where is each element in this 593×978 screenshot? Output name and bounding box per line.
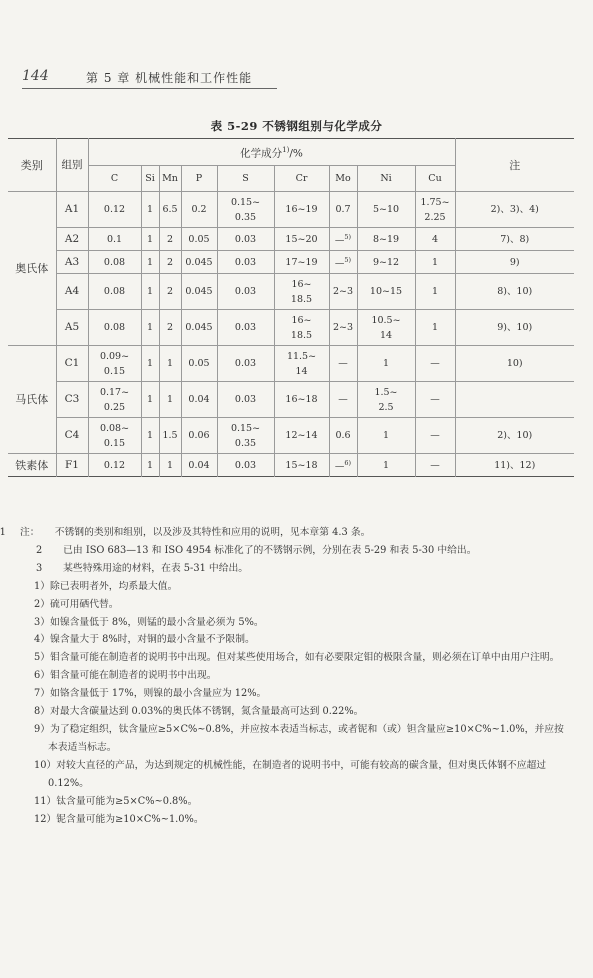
header-element: Cu — [415, 166, 455, 192]
value-cell: 1 — [141, 454, 159, 477]
value-cell: 2~3 — [329, 274, 357, 310]
notes-label: 注： — [20, 527, 40, 538]
header-note: 注 — [455, 139, 574, 192]
value-cell: 1 — [159, 346, 181, 382]
header-element: S — [217, 166, 274, 192]
table-title: 表 5-29 不锈钢组别与化学成分 — [210, 119, 383, 133]
value-cell: 0.03 — [217, 382, 274, 418]
value-cell: 6.5 — [159, 192, 181, 228]
table-row — [8, 382, 574, 418]
value-cell: 0.7 — [329, 192, 357, 228]
value-cell: 0.6 — [329, 418, 357, 454]
value-cell: —$^{5)}$ — [329, 228, 357, 251]
value-cell: 0.15~ 0.35 — [217, 192, 274, 228]
composition-unit: /% — [289, 147, 303, 160]
table-row — [8, 228, 574, 251]
group-cell: A2 — [56, 228, 88, 251]
header-element: P — [181, 166, 217, 192]
numbered-notes — [0, 524, 568, 578]
value-cell: 1 — [141, 228, 159, 251]
group-cell: C1 — [56, 346, 88, 382]
value-cell: 4 — [415, 228, 455, 251]
value-cell: 0.1 — [88, 228, 141, 251]
value-cell: 0.05 — [181, 346, 217, 382]
value-cell: 0.03 — [217, 346, 274, 382]
value-cell: 1.5 — [159, 418, 181, 454]
value-cell: 1 — [415, 310, 455, 346]
value-cell: 0.12 — [88, 192, 141, 228]
header-element: Si — [141, 166, 159, 192]
composition-footnote-ref: 1) — [282, 145, 290, 154]
value-cell: 1.75~ 2.25 — [415, 192, 455, 228]
group-cell: A1 — [56, 192, 88, 228]
note-number: 1 — [0, 527, 6, 538]
header-composition — [88, 139, 455, 166]
numbered-note: 注：1 不锈钢的类别和组别，以及涉及其特性和应用的说明，见本章第 4.3 条。 — [20, 524, 568, 542]
value-cell: 11.5~ 14 — [274, 346, 329, 382]
value-cell: 2 — [159, 251, 181, 274]
value-cell: 10~15 — [357, 274, 415, 310]
header-element: Ni — [357, 166, 415, 192]
page-number: 144 — [22, 68, 49, 84]
table-row — [8, 274, 574, 310]
chapter-title: 第 5 章 机械性能和工作性能 — [86, 71, 253, 85]
header-element: Mo — [329, 166, 357, 192]
footnote: 12）铌含量可能为≥10×C%~1.0%。 — [34, 813, 204, 825]
value-cell: 2~3 — [329, 310, 357, 346]
value-cell: 16~ 18.5 — [274, 310, 329, 346]
value-cell: 9~12 — [357, 251, 415, 274]
value-cell: 0.04 — [181, 454, 217, 477]
group-cell: A4 — [56, 274, 88, 310]
footnote: 10）对较大直径的产品，为达到规定的机械性能，在制造者的说明书中，可能有较高的碳含量，但对奥氏体钢不应超过 0.12%。 — [34, 759, 547, 789]
value-cell: 0.045 — [181, 310, 217, 346]
value-cell: 0.06 — [181, 418, 217, 454]
value-cell: 1 — [141, 418, 159, 454]
table-row — [8, 310, 574, 346]
value-cell: 5~10 — [357, 192, 415, 228]
composition-table — [8, 138, 574, 477]
value-cell: 1 — [141, 192, 159, 228]
value-cell: 16~18 — [274, 382, 329, 418]
group-cell: A5 — [56, 310, 88, 346]
group-cell: C3 — [56, 382, 88, 418]
value-cell: 15~18 — [274, 454, 329, 477]
footnote: 2）硫可用硒代替。 — [34, 598, 119, 610]
footnote: 6）钼含量可能在制造者的说明书中出现。 — [34, 670, 217, 682]
value-cell: 0.08~ 0.15 — [88, 418, 141, 454]
note-cell: 9)、10) — [455, 310, 574, 346]
header-group: 组别 — [56, 139, 88, 192]
value-cell: 0.2 — [181, 192, 217, 228]
value-cell: — — [415, 418, 455, 454]
note-cell: 9) — [455, 251, 574, 274]
note-cell: 7)、8) — [455, 228, 574, 251]
value-cell: 10.5~ 14 — [357, 310, 415, 346]
value-cell: 2 — [159, 228, 181, 251]
value-cell: 1 — [141, 346, 159, 382]
value-cell: 0.08 — [88, 310, 141, 346]
value-cell: 1 — [415, 274, 455, 310]
footnote: 7）如铬含量低于 17%，则镍的最小含量应为 12%。 — [34, 688, 267, 700]
value-cell: 0.17~ 0.25 — [88, 382, 141, 418]
value-cell: 0.05 — [181, 228, 217, 251]
value-cell: — — [329, 346, 357, 382]
value-cell: 1 — [141, 251, 159, 274]
value-cell: 0.03 — [217, 310, 274, 346]
value-cell: 0.12 — [88, 454, 141, 477]
note-cell: 8)、10) — [455, 274, 574, 310]
note-cell: 2)、10) — [455, 418, 574, 454]
numbered-note: 3 某些特殊用途的材料，在表 5-31 中给出。 — [20, 560, 568, 578]
value-cell: 1 — [141, 382, 159, 418]
header-element: Mn — [159, 166, 181, 192]
category-cell: 奥氏体 — [8, 192, 56, 346]
header-element: C — [88, 166, 141, 192]
table-row — [8, 192, 574, 228]
value-cell: 2 — [159, 310, 181, 346]
value-cell: 1 — [141, 310, 159, 346]
value-cell: — — [415, 382, 455, 418]
page-header — [22, 66, 277, 88]
value-cell: 1 — [159, 454, 181, 477]
value-cell: 1 — [159, 382, 181, 418]
group-cell: F1 — [56, 454, 88, 477]
note-cell: 2)、3)、4) — [455, 192, 574, 228]
note-cell: 10) — [455, 346, 574, 382]
group-cell: C4 — [56, 418, 88, 454]
header-rule — [22, 88, 277, 89]
value-cell: 0.03 — [217, 454, 274, 477]
value-cell: 2 — [159, 274, 181, 310]
footnote: 3）如镍含量低于 8%，则锰的最小含量必须为 5%。 — [34, 616, 264, 628]
table-row — [8, 251, 574, 274]
category-cell: 铁素体 — [8, 454, 56, 477]
note-cell: 11)、12) — [455, 454, 574, 477]
value-cell: 17~19 — [274, 251, 329, 274]
note-number: 3 — [36, 562, 43, 574]
table-row — [8, 346, 574, 382]
value-cell: — — [415, 346, 455, 382]
table-row — [8, 418, 574, 454]
notes-section — [0, 524, 568, 828]
value-cell: 1 — [357, 418, 415, 454]
value-cell: 0.03 — [217, 228, 274, 251]
group-cell: A3 — [56, 251, 88, 274]
value-cell: 1.5~ 2.5 — [357, 382, 415, 418]
value-cell: 16~19 — [274, 192, 329, 228]
value-cell: — — [329, 382, 357, 418]
value-cell: 0.03 — [217, 251, 274, 274]
value-cell: 16~ 18.5 — [274, 274, 329, 310]
table-row — [8, 454, 574, 477]
numbered-note: 2 已由 ISO 683—13 和 ISO 4954 标准化了的不锈钢示例，分别在表 5-29 和表 5-30 中给出。 — [20, 542, 568, 560]
value-cell: —$^{5)}$ — [329, 251, 357, 274]
value-cell: —$^{6)}$ — [329, 454, 357, 477]
footnote: 11）钛含量可能为≥5×C%~0.8%。 — [34, 795, 198, 807]
value-cell: 8~19 — [357, 228, 415, 251]
value-cell: 0.08 — [88, 274, 141, 310]
value-cell: 0.08 — [88, 251, 141, 274]
header-element: Cr — [274, 166, 329, 192]
value-cell: 0.09~ 0.15 — [88, 346, 141, 382]
note-cell — [455, 382, 574, 418]
value-cell: 0.15~ 0.35 — [217, 418, 274, 454]
value-cell: 0.03 — [217, 274, 274, 310]
footnote: 9）为了稳定组织，钛含量应≥5×C%~0.8%，并应按本表适当标志，或者铌和（或）钽含量应≥10×C%~1.0%，并应按本表适当标志。 — [34, 723, 564, 753]
footnotes — [20, 578, 568, 829]
composition-label: 化学成分 — [240, 147, 283, 160]
value-cell: 1 — [141, 274, 159, 310]
footnote: 4）镍含量大于 8%时，对铜的最小含量不予限制。 — [34, 634, 255, 646]
footnote: 8）对最大含碳量达到 0.03%的奥氏体不锈钢，氮含量最高可达到 0.22%。 — [34, 706, 364, 718]
value-cell: 0.045 — [181, 274, 217, 310]
category-cell: 马氏体 — [8, 346, 56, 454]
value-cell: 12~14 — [274, 418, 329, 454]
value-cell: 1 — [357, 454, 415, 477]
value-cell: 1 — [415, 251, 455, 274]
value-cell: 15~20 — [274, 228, 329, 251]
value-cell: — — [415, 454, 455, 477]
footnote: 1）除已表明者外，均系最大值。 — [34, 580, 178, 592]
value-cell: 0.045 — [181, 251, 217, 274]
value-cell: 1 — [357, 346, 415, 382]
value-cell: 0.04 — [181, 382, 217, 418]
footnote: 5）钼含量可能在制造者的说明书中出现。但对某些使用场合，如有必要限定钼的极限含量，则必须在订单中由用户注明。 — [34, 652, 560, 664]
note-number: 2 — [36, 544, 43, 556]
header-category: 类别 — [8, 139, 56, 192]
